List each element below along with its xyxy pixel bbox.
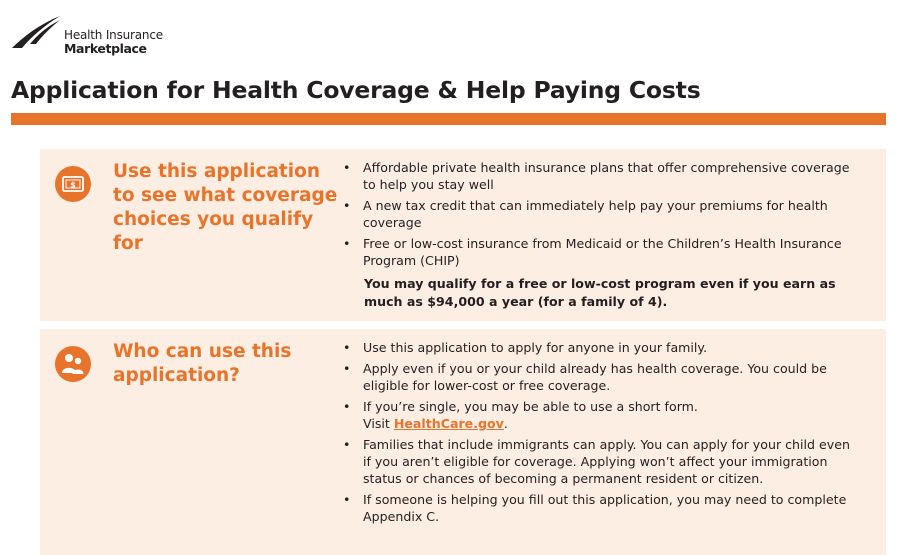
- marketplace-logo: [10, 12, 200, 62]
- section-heading: Use this application to see what coverage choices you qualify for: [113, 161, 338, 254]
- bullet-text: If you’re single, you may be able to use a short form.: [363, 399, 698, 414]
- bullet-text: A new tax credit that can immediately help pay your premiums for health coverage: [363, 198, 828, 230]
- section-coverage-choices: [40, 149, 886, 321]
- link-suffix: .: [503, 416, 508, 431]
- bullet-text: Apply even if you or your child already has health coverage. You could be eligible for lower-cost or free coverage.: [363, 361, 827, 393]
- bullet-text: Affordable private health insurance plans that offer comprehensive coverage to help you stay well: [363, 160, 850, 192]
- bullet-icon: •: [343, 340, 351, 355]
- bullet-icon: •: [343, 361, 351, 376]
- logo-text-line2: Marketplace: [64, 41, 147, 56]
- list-item: [341, 339, 861, 356]
- logo-text-line1: Health Insurance: [64, 28, 163, 42]
- money-icon: [55, 166, 91, 202]
- swoosh-logo-icon: [10, 14, 62, 50]
- list-item: [341, 159, 861, 193]
- list-item: [341, 235, 861, 269]
- list-item: [341, 398, 861, 432]
- eligibility-bullet-list: [341, 339, 861, 529]
- bullet-icon: •: [343, 492, 351, 507]
- bullet-icon: •: [343, 399, 351, 414]
- list-item: [341, 360, 861, 394]
- bullet-text: Families that include immigrants can apply. You can apply for your child even if you aren’t eligible for coverage. Applying won’t affect your immigration status or chances of becoming a permanent resident or citizen.: [363, 437, 850, 486]
- bullet-text: Use this application to apply for anyone in your family.: [363, 340, 708, 355]
- visit-text: Visit: [363, 416, 394, 431]
- orange-divider: [11, 113, 886, 125]
- bullet-icon: •: [343, 160, 351, 175]
- page-title: Application for Health Coverage & Help Paying Costs: [11, 76, 701, 104]
- list-item: [341, 436, 861, 487]
- section-heading: Who can use this application?: [113, 341, 292, 386]
- bullet-text: Free or low-cost insurance from Medicaid or the Children’s Health Insurance Program (CHIP): [363, 236, 842, 268]
- list-item: [341, 491, 861, 525]
- family-icon: [55, 346, 91, 382]
- coverage-bullet-list: [341, 159, 861, 273]
- svg-text:$: $: [70, 180, 76, 190]
- bullet-icon: •: [343, 437, 351, 452]
- income-note: You may qualify for a free or low-cost program even if you earn as much as $94,000 a year (for a family of 4).: [364, 276, 836, 309]
- list-item: [341, 197, 861, 231]
- healthcare-gov-link[interactable]: HealthCare.gov: [393, 416, 504, 431]
- section-who-can-use: [40, 329, 886, 555]
- bullet-text: If someone is helping you fill out this application, you may need to complete Appendix C.: [363, 492, 847, 524]
- money-badge: [55, 166, 91, 202]
- bullet-icon: •: [343, 198, 351, 213]
- bullet-icon: •: [343, 236, 351, 251]
- family-badge: [55, 346, 91, 382]
